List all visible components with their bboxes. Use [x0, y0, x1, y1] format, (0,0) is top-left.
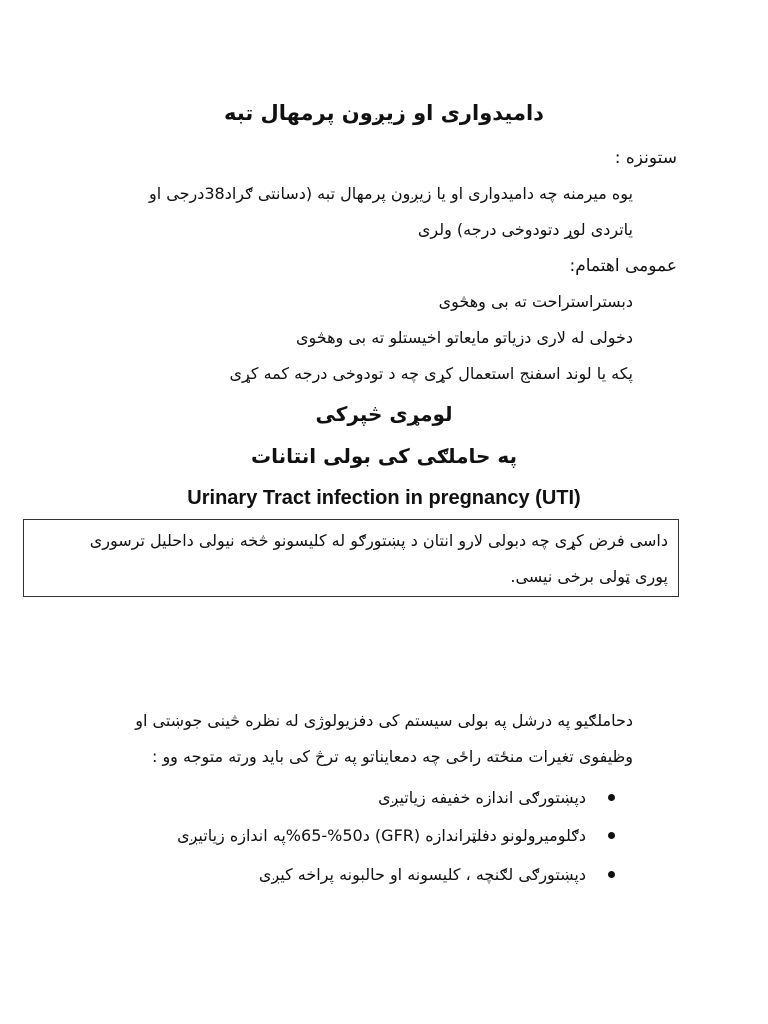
bullet-dot-icon [608, 794, 615, 801]
pregnancy-paragraph-line-2: وظیفوی تغیرات منځته راځی چه دمعایناتو په ترڅ کی باید ورته متوجه وو : [151, 747, 633, 766]
bullet-item-3: دپښتورګی لګنچه ، کلیسونه او حالبونه پراخه کیږی [258, 865, 586, 884]
bullet-dot-icon [608, 832, 615, 839]
definition-line-1: داسی فرض کړی چه دبولی لارو انتان د پښتورګو له کلیسونو څخه نیولی داحلیل ترسوری [89, 531, 668, 550]
chapter-title: په حاملګی کی بولی انتانات [250, 444, 518, 468]
bullet-dot-icon [608, 871, 615, 878]
bullet-item-1: دپښتورګی اندازه خفیفه زیاتیږی [378, 788, 586, 807]
definition-line-2: پوری ټولی برخی نیسی. [510, 567, 668, 586]
general-item-2: دخولی له لاری دزیاتو مایعاتو اخیستلو ته بی وهڅوی [295, 328, 633, 347]
general-item-3: پکه یا لوند اسفنج استعمال کړی چه د تودوخی درجه کمه کړی [229, 364, 633, 383]
pregnancy-paragraph-line-1: دحاملګیو په درشل په بولی سیستم کی دفزیولوژی له نظره څینی جوښتی او [135, 711, 633, 730]
page-title: دامیدواری او زیږون پرمهال تبه [224, 101, 544, 125]
definition-box [23, 519, 679, 597]
first-step-heading: لومړی څپرکی [315, 402, 453, 426]
symptoms-line-1: یوه میرمنه چه دامیدواری او یا زیږون پرمهال تبه (دسانتی ګراد38درجی او [149, 184, 633, 203]
general-item-1: دبستراستراحت ته بی وهڅوی [438, 292, 633, 311]
symptoms-heading: ستونزه : [614, 148, 677, 168]
general-heading: عمومی اهتمام: [569, 256, 677, 276]
english-title: Urinary Tract infection in pregnancy (UTI) [187, 487, 581, 509]
symptoms-line-2: یاتردی لوړ دتودوخی درجه) ولری [417, 220, 633, 239]
bullet-item-2: دګلومیرولونو دفلټراندازه (GFR) د50%-65%په اندازه زیاتیږی [177, 826, 586, 845]
